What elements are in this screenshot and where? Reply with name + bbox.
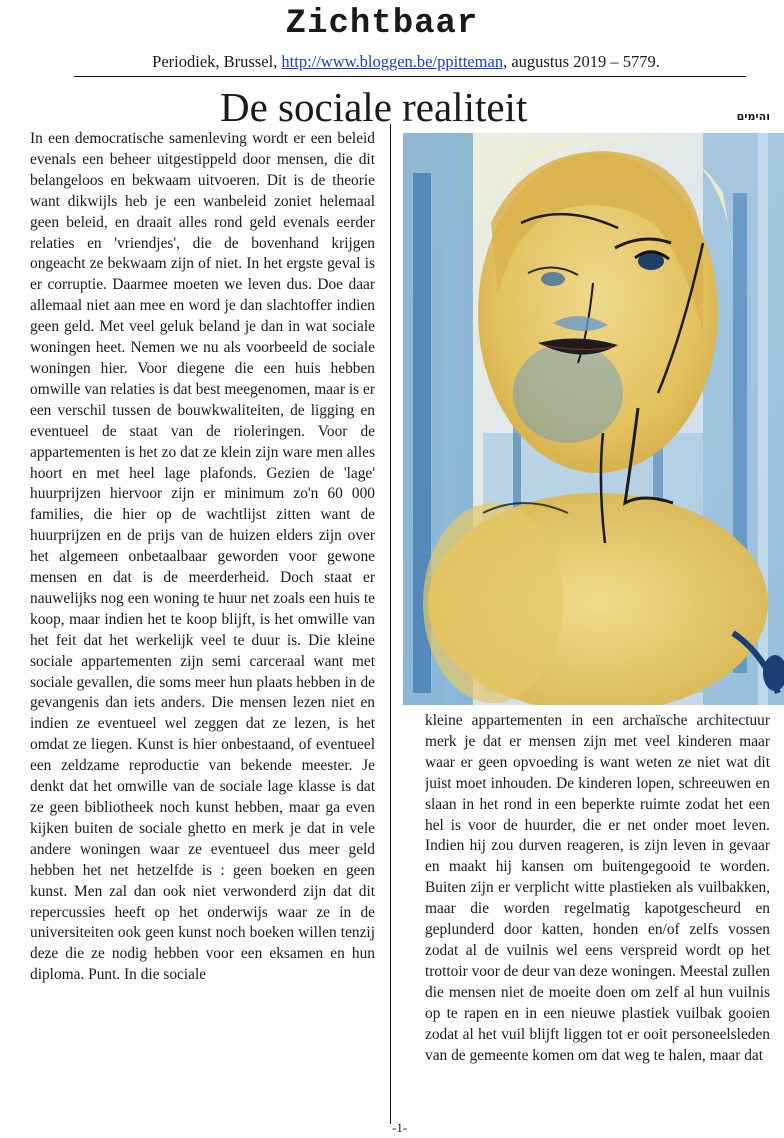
right-column-text: kleine appartementen in een archaïsche architectuur merk je dat er mensen zijn met veel kinderen maar waar er geen opvoeding is want weten ze niet wat dit juist moet inhouden. De kinderen lopen, schreeuwen en slaan in het rond in een beperkte ruimte zodat het een hel is voor de huurder, die er net onder moet leven. Indien hij zou durven reageren, is zijn leven in gevaar en maakt hij kansen om buitengegooid te worden. Buiten zijn er verplicht witte plastieken als vuilbakken, maar die worden regelmatig kapotgescheurd en geplunderd door katten, honden en/of zelfs vossen zodat al de vuilnis wel eens verspreid wordt op het trottoir voor de deur van deze woningen. Meestal zullen die mensen niet de moeite doen om zelf al hun vuilnis op te rapen en in een nieuwe plastiek vuilbak gooien zodat al het vuil blijft liggen tot er ooit personeelsleden van de gemeente komen om dat weg te halen, maar dat — [425, 712, 770, 1064]
portrait-painting — [403, 133, 784, 705]
publication-prefix: Periodiek, Brussel, — [152, 52, 282, 71]
masthead-title: Zichtbaar — [285, 5, 479, 43]
article-right-column — [425, 711, 770, 1131]
publication-suffix: , augustus 2019 – 5779. — [503, 52, 660, 71]
left-column-text: In een democratische samenleving wordt er een beleid evenals een beheer uitgestippeld door mensen, die dit belangeloos en bekwaam uitvoeren. Dit is de theorie want dikwijls heb je een wanbeleid zoniet helemaal geen beleid, en draait alles rond geld evenals eerder relaties en 'vriendjes', die de bovenhand krijgen ongeacht ze bekwaam zijn of niet. In het ergste geval is er corruptie. Daarmee moeten we leven dus. Doe daar allemaal niet aan mee en word je dan slachtoffer indien geen geld. Met veel geluk beland je dan in wat sociale woningen heet. Nemen we nu als voorbeeld de sociale woningen hier. Voor diegene die een huis hebben omwille van relaties is dat best meegenomen, maar is er een verschil tussen de bouwkwaliteiten, de ligging en eventueel de staat van de rioleringen. Voor de appartementen is het zo dat ze klein zijn ware men alles hoort en met heel lage plafonds. Gezien de 'lage' huurprijzen hiervoor zijn er minimum zo'n 60 000 families, die hier op de wachtlijst zitten want de huurprijzen en de prijs van de huizen elders zijn over het algemeen onbetaalbaar geworden voor gewone mensen en dat is de meerderheid. Doch staat er nauwelijks nog een woning te huur net zoals een huis te koop, maar indien het te koop blijft, is het omwille van het feit dat het werkelijk veel te duur is. Die kleine sociale appartementen zijn semi carceraal want met sociale gevallen, die soms meer hun plaats hebben in de gevangenis dan iets anders. Die mensen lezen niet en indien ze eventueel wel zeggen dat ze lezen, is het omdat ze liegen. Kunst is hier onbestaand, of eventueel een zeldzame reproductie van bekende meester. Je denkt dat het omwille van de sociale lage klasse is dat ze geen bibliotheek noch kunst hebben, maar ga even kijken buiten de sociale ghetto en merk je dat in vele andere woningen waar ze eventueel dus meer geld hebben het net hetzelfde is : geen boeken en geen kunst. Men zal dan ook niet verwonderd zijn dat dit repercussies heeft op het onderwijs waar ze in de universiteiten ook geen kunst noch boeken willen tenzij deze die ze nodig hebben voor een eksamen en hun diploma. Punt. In die sociale — [30, 130, 375, 984]
page-number: -1- — [392, 1120, 408, 1135]
blog-link[interactable]: http://www.bloggen.be/ppitteman — [281, 52, 504, 71]
column-divider — [390, 124, 391, 1124]
article-headline: De sociale realiteit — [220, 84, 528, 130]
publication-info — [14, 52, 784, 72]
hebrew-tag: והימים — [736, 110, 770, 123]
article-left-column — [30, 129, 375, 1131]
header-rule — [74, 76, 746, 77]
